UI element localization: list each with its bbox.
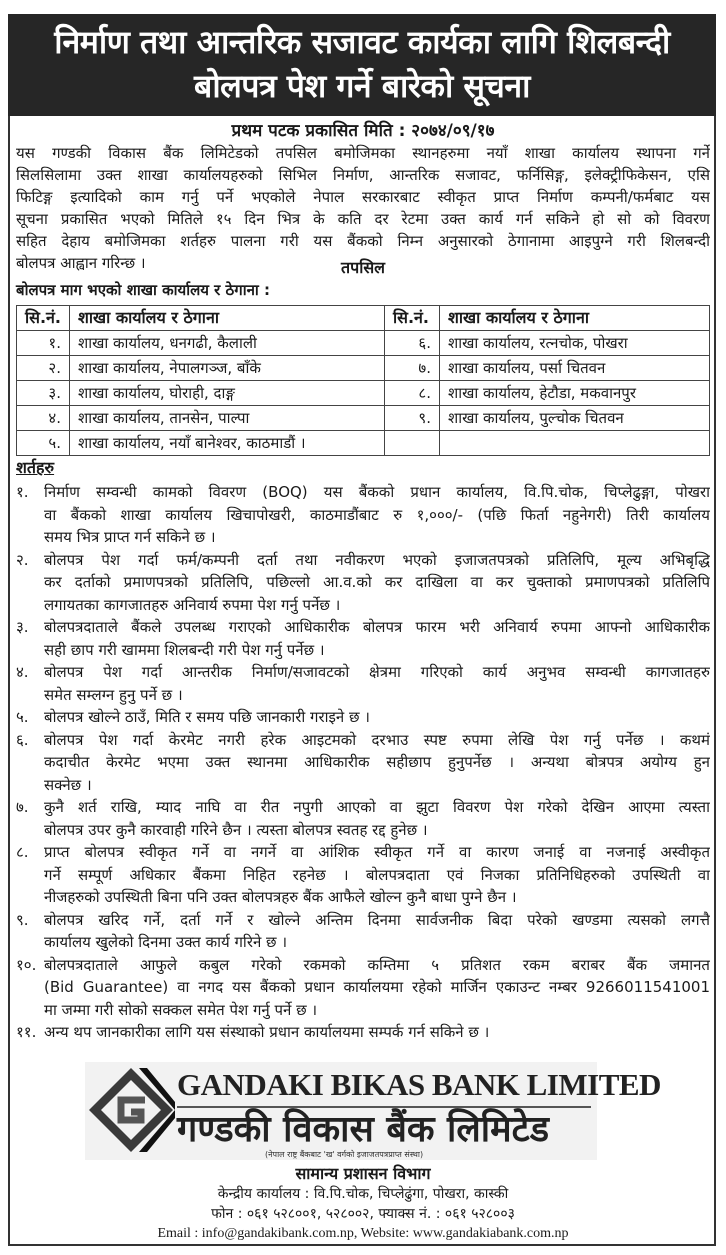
condition-text <box>44 549 710 617</box>
condition-line: नीजहरुको उपस्थिती बिना पनि उक्त बोलपत्रहरु बैंक आफैले खोल्न कुनै बाधा पुग्ने छैन । <box>44 888 517 906</box>
branch-table <box>16 305 710 456</box>
condition-line: वा बैंकको शाखा कार्यालय खिचापोखरी, काठमाडौंबाट रु १,०००/- (पछि फिर्ता नहुनेगरी) तिरी कार्यालय <box>44 505 710 524</box>
title-line-1: निर्माण तथा आन्तरिक सजावट कार्यका लागि शिलबन्दी <box>54 23 670 61</box>
bank-name-english: GANDAKI BIKAS BANK LIMITED <box>177 1067 661 1102</box>
serial-number-cell: ९. <box>385 406 440 431</box>
table-row <box>17 406 710 431</box>
branch-address-cell: शाखा कार्यालय, तानसेन, पाल्पा <box>70 406 385 431</box>
condition-line: बोलपत्र पेश गर्दा फर्म/कम्पनी दर्ता तथा नवीकरण भएको इजाजतपत्रको प्रतिलिपि, मूल्य अभिबृद्धि <box>44 550 710 569</box>
condition-number: ७. <box>16 798 29 816</box>
condition-text <box>44 954 710 1022</box>
condition-number: ९. <box>16 910 29 929</box>
condition-line: निर्माण सम्वन्धी कामको विवरण (BOQ) यस बैंकको प्रधान कार्यालय, वि.पि.चोक, चिप्लेढुङ्गा, पोखरा <box>44 483 710 501</box>
serial-number-cell: ७. <box>385 356 440 381</box>
condition-number: १०. <box>16 955 37 974</box>
condition-line: बोलपत्रदाताले बैंकले उपलब्ध गराएको आधिकारीक बोलपत्र फारम भरी अनिवार्य रुपमा आफ्नो आधिकारीक <box>44 618 710 636</box>
condition-number: ३. <box>16 618 29 636</box>
office-address: केन्द्रीय कार्यालय : वि.पि.चोक, चिप्लेढुंगा, पोखरा, कास्की <box>217 1186 509 1202</box>
condition-line: कुनै शर्त राखि, म्याद नाघि वा रीत नपुगी आएको वा झुटा विवरण पेश गरेको देखिन आएमा त्यस्ता <box>44 798 710 816</box>
table-row <box>17 431 710 456</box>
condition-line: (Bid Guarantee) वा नगद यस बैंकको प्रधान कार्यालयमा रहेको मार्जिन एकाउन्ट नम्बर 9266011541001 <box>44 978 710 996</box>
intro-line: यस गण्डकी विकास बैंक लिमिटेडको तपसिल बमोजिमका स्थानहरुमा नयाँ शाखा कार्यालय स्थापना गर्ने <box>16 144 710 162</box>
condition-number: ६. <box>16 730 29 749</box>
condition-number: २. <box>16 550 29 569</box>
table-row <box>17 331 710 356</box>
intro-line: सिलसिलामा उक्त शाखा कार्यालयहरुको सिभिल निर्माण, आन्तरिक सजावट, फर्निसिङ्ग, इलेक्ट्रीफिकेसन, एसि <box>16 166 710 184</box>
condition-text <box>44 796 710 841</box>
gandaki-g-diamond-icon <box>87 1066 175 1154</box>
condition-item <box>16 841 710 909</box>
phone-fax: फोन : ०६१ ५२८००१, ५२८००२, फ्याक्स नं. : ०६१ ५२८००३ <box>211 1206 515 1222</box>
department-name: सामान्य प्रशासन विभाग <box>295 1164 431 1183</box>
serial-number-cell: १. <box>17 331 70 356</box>
condition-line: समय भित्र प्राप्त गर्न सकिने छ । <box>44 528 216 546</box>
serial-number-cell: ३. <box>17 381 70 406</box>
notice-title-bar <box>8 14 716 116</box>
table-row <box>17 381 710 406</box>
table-row <box>17 356 710 381</box>
bank-logo <box>85 1062 661 1160</box>
condition-text <box>44 706 710 729</box>
condition-line: अन्य थप जानकारीका लागि यस संस्थाको प्रधान कार्यालयमा सम्पर्क गर्न सकिने छ । <box>44 1023 490 1041</box>
branch-address-cell: शाखा कार्यालय, रत्नचोक, पोखरा <box>440 331 710 356</box>
intro-line: बोलपत्र आह्वान गरिन्छ । <box>16 254 146 272</box>
schedule-subheading: बोलपत्र माग भएको शाखा कार्यालय र ठेगाना : <box>16 281 271 299</box>
serial-number-cell: ५. <box>17 431 70 456</box>
condition-line: प्राप्त बोलपत्र स्वीकृत गर्ने वा नगर्ने वा आंशिक स्वीकृत गर्ने वा कारण जनाई वा नजनाई अस्वीकृत <box>44 843 710 861</box>
condition-number: १. <box>16 483 29 501</box>
condition-item <box>16 549 710 617</box>
condition-item <box>16 909 710 954</box>
serial-number-cell: ४. <box>17 406 70 431</box>
condition-item <box>16 616 710 661</box>
condition-item <box>16 796 710 841</box>
branch-address-cell: शाखा कार्यालय, नयाँ बानेश्वर, काठमाडौं । <box>70 431 385 456</box>
condition-text <box>44 481 710 549</box>
intro-line: सहित देहाय बमोजिमका शर्तहरु पालना गरी यस बैंकको निम्न अनुसारको ठेगानामा आइपुग्ने गरी शिलबन्दी <box>16 232 710 250</box>
condition-text <box>44 661 710 706</box>
serial-number-cell <box>385 431 440 456</box>
condition-line: कार्यालय खुलेको दिनमा उक्त कार्य गरिने छ । <box>44 933 288 951</box>
condition-item <box>16 729 710 797</box>
branch-address-cell: शाखा कार्यालय, नेपालगञ्ज, बाँके <box>70 356 385 381</box>
schedule-heading: तपसिल <box>340 258 386 277</box>
branch-address-cell: शाखा कार्यालय, पर्सा चितवन <box>440 356 710 381</box>
condition-text <box>44 909 710 954</box>
publish-date: प्रथम पटक प्रकासित मिति : २०७४/०९/१७ <box>231 121 495 141</box>
condition-line: बोलपत्र खोल्ने ठाउँ, मिति र समय पछि जानकारी गराइने छ । <box>44 708 370 726</box>
condition-item <box>16 661 710 706</box>
condition-line: गर्ने सम्पूर्ण अधिकार बैंकमा निहित रहनेछ । बोलपत्रदाता एवं निजका प्रतिनिधिहरुको उपस्थिती वा <box>44 865 710 884</box>
branch-address-cell <box>440 431 710 456</box>
condition-line: समेत सम्लग्न हुनु पर्ने छ । <box>44 685 183 704</box>
bank-tagline: (नेपाल राष्ट्र बैंकबाट 'ख' वर्गको इजाजतपत्रप्राप्त संस्था) <box>265 1150 424 1159</box>
condition-text <box>44 841 710 909</box>
condition-text <box>44 616 710 661</box>
email-website: Email : info@gandakibank.com.np, Website: www.gandakiabank.com.np <box>157 1226 569 1241</box>
condition-line: बोलपत्रदाताले आफुले कबुल गरेको रकमको कम्तिमा ५ प्रतिशत रकम बराबर बैंक जमानत <box>44 955 710 974</box>
condition-line: बोलपत्र पेश गर्दा आन्तरीक निर्माण/सजावटको क्षेत्रमा गरिएको कार्य अनुभव सम्वन्धी कागजातहरु <box>44 663 710 681</box>
conditions-list <box>16 481 710 1044</box>
condition-line: बोलपत्र पेश गर्दा केरमेट नगरी हरेक आइटमको दरभाउ स्पष्ट रुपमा लेखि पेश गर्नु पर्नेछ । कथमं <box>44 730 710 749</box>
condition-line: कदाचीत केरमेट भएमा उक्त स्थानमा आधिकारीक सहीछाप हुनुपर्नेछ । अन्यथा बोत्रपत्र अयोग्य हुन <box>44 753 710 771</box>
serial-number-cell: २. <box>17 356 70 381</box>
intro-line: फिटिङ्ग इत्यादिको काम गर्नु पर्ने भएकोले नेपाल सरकारबाट स्वीकृत प्राप्त निर्माण कम्पनी/फर्मबाट यस <box>16 188 710 206</box>
conditions-heading: शर्तहरु <box>16 458 55 477</box>
condition-item <box>16 1021 710 1044</box>
col-header-sn: सि.नं. <box>17 306 70 331</box>
condition-line: कर दर्ताको प्रमाणपत्रको प्रतिलिपि, पछिल्लो आ.व.को कर दाखिला वा कर चुक्ताको प्रमाणपत्रको प्रतिलिपि <box>44 573 710 591</box>
serial-number-cell: ८. <box>385 381 440 406</box>
col-header-sn: सि.नं. <box>385 306 440 331</box>
branch-address-cell: शाखा कार्यालय, हेटौडा, मकवानपुर <box>440 381 710 406</box>
title-line-2: बोलपत्र पेश गर्ने बारेको सूचना <box>194 67 530 105</box>
condition-line: लगायतका कागजातहरु अनिवार्य रुपमा पेश गर्नु पर्नेछ । <box>44 595 341 614</box>
table-header-row <box>17 306 710 331</box>
condition-line: सही छाप गरी खाममा शिलबन्दी गरी पेश गर्नु पर्नेछ । <box>44 640 325 659</box>
condition-number: ११. <box>16 1023 37 1041</box>
condition-number: ८. <box>16 843 29 861</box>
condition-line: मा जम्मा गरी सोको सक्कल समेत पेश गर्नु पर्ने छ । <box>44 1000 318 1019</box>
branch-address-cell: शाखा कार्यालय, घोराही, दाङ्ग <box>70 381 385 406</box>
condition-line: सक्नेछ । <box>44 775 92 794</box>
condition-number: ४. <box>16 663 29 681</box>
col-header-branch: शाखा कार्यालय र ठेगाना <box>440 306 710 331</box>
condition-line: बोलपत्र खरिद गर्ने, दर्ता गर्ने र खोल्ने अन्तिम दिनमा सार्वजनीक बिदा परेको खण्डमा त्यसको लगत्तै <box>44 910 710 929</box>
branch-address-cell: शाखा कार्यालय, पुल्चोक चितवन <box>440 406 710 431</box>
condition-number: ५. <box>16 708 29 726</box>
intro-line: सूचना प्रकासित भएको मितिले १५ दिन भित्र के कति दर रेटमा उक्त कार्य गर्न सकिने हो सो को विवरण <box>16 210 710 228</box>
col-header-branch: शाखा कार्यालय र ठेगाना <box>70 306 385 331</box>
serial-number-cell: ६. <box>385 331 440 356</box>
condition-item <box>16 954 710 1022</box>
branch-address-cell: शाखा कार्यालय, धनगढी, कैलाली <box>70 331 385 356</box>
bank-name-nepali: गण्डकी विकास बैंक लिमिटेड <box>177 1109 550 1150</box>
condition-item <box>16 706 710 729</box>
intro-paragraph <box>16 142 710 274</box>
condition-text <box>44 1021 710 1044</box>
condition-text <box>44 729 710 797</box>
condition-item <box>16 481 710 549</box>
condition-line: बोलपत्र उपर कुनै कारवाही गरिने छैन । त्यस्ता बोलपत्र स्वतह रद्द हुनेछ । <box>44 820 428 839</box>
